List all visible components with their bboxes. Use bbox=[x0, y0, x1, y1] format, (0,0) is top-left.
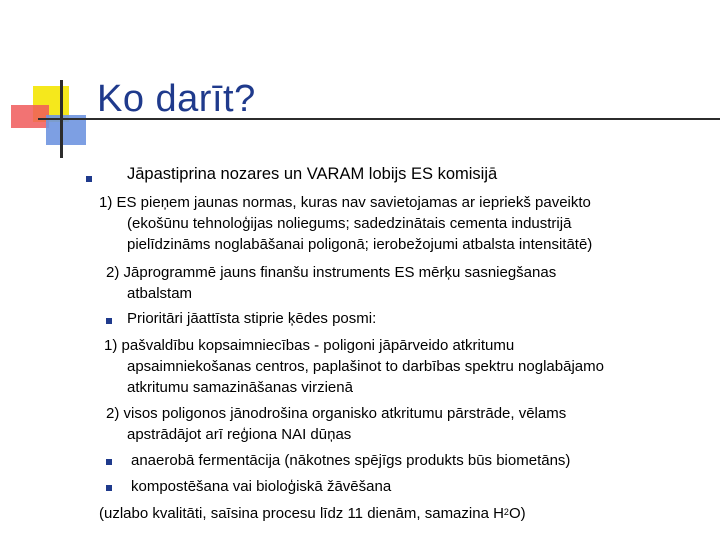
text-line: apsaimniekošanas centros, paplašinot to darbības spektru noglabājamo bbox=[127, 358, 604, 375]
text-fragment: O) bbox=[508, 505, 526, 522]
text-line: apstrādājot arī reģiona NAI dūņas bbox=[127, 426, 352, 443]
bullet-marker bbox=[86, 176, 92, 182]
bullet-marker bbox=[106, 318, 112, 324]
decorative-red-square bbox=[11, 105, 49, 128]
text-line: (ekošūnu tehnoloģijas noliegums; sadedzinātais cementa industrijā bbox=[127, 215, 572, 232]
slide-title: Ko darīt? bbox=[97, 78, 256, 120]
text-line: 1) pašvaldību kopsaimniecības - poligoni jāpārveido atkritumu bbox=[104, 337, 515, 354]
bullet-text: Prioritāri jāattīsta stiprie ķēdes posmi: bbox=[127, 310, 377, 327]
text-line: atbalstam bbox=[127, 285, 193, 302]
bullet-marker bbox=[106, 459, 112, 465]
text-line: 1) ES pieņem jaunas normas, kuras nav savietojamas ar iepriekš paveikto bbox=[99, 194, 591, 211]
bullet-text: Jāpastiprina nozares un VARAM lobijs ES komisijā bbox=[127, 165, 498, 183]
text-line: atkritumu samazināšanas virzienā bbox=[127, 379, 353, 396]
bullet-text: anaerobā fermentācija (nākotnes spējīgs produkts būs biometāns) bbox=[131, 452, 571, 469]
text-line: 2) Jāprogrammē jauns finanšu instruments ES mērķu sasniegšanas bbox=[106, 264, 557, 281]
text-line: 2) visos poligonos jānodrošina organisko atkritumu pārstrāde, vēlams bbox=[106, 405, 567, 422]
bullet-marker bbox=[106, 485, 112, 491]
text-line-last bbox=[99, 505, 526, 523]
bullet-text: kompostēšana vai bioloģiskā žāvēšana bbox=[131, 478, 392, 495]
superscript: 2 bbox=[503, 507, 509, 517]
text-line: pielīdzināms noglabāšanai poligonā; ierobežojumi atbalsta intensitātē) bbox=[127, 236, 593, 253]
text-fragment: (uzlabo kvalitāti, saīsina procesu līdz 11 dienām, samazina H bbox=[99, 505, 504, 522]
